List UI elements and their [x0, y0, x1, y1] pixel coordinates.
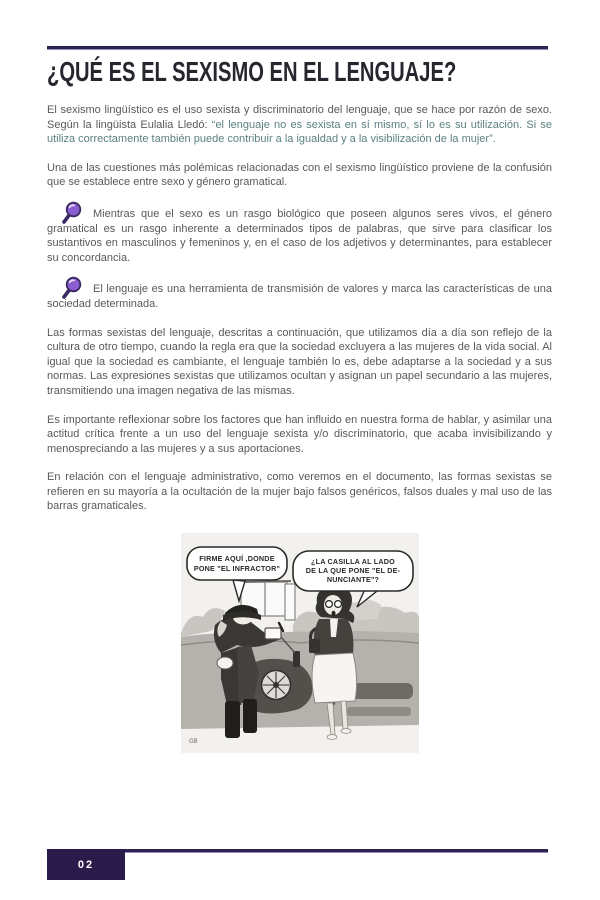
bubble-right-line1: ¿LA CASILLA AL LADO	[310, 557, 395, 567]
body-text	[47, 103, 552, 753]
paragraph-intro-lead: El sexismo lingüístico es el uso sexista y discriminatorio del lenguaje, que se hace por razón de sexo. Según la lingüista Eulalia Lledó:	[47, 104, 552, 131]
paragraph-intro-quote: “el lenguaje no es sexista en sí mismo, sí lo es su utilización. Si se utiliza correctamente también puede contribuir a la igualdad y a la visibilización de la mujer”.	[47, 118, 552, 146]
bullet-sexo-genero-text: Mientras que el sexo es un rasgo biológico que poseen algunos seres vivos, el género gramatical es un rasgo inherente a determinados tipos de palabras, que sirve para clasificar los sustantivos en masculinos y femeninos y, en el caso de los adjetivos y determinantes, para establecer su concordancia.	[47, 207, 552, 264]
bullet-sexo-genero	[47, 207, 552, 265]
paragraph-reflexion: Es importante reflexionar sobre los factores que han influido en nuestra forma de hablar, y asimilar una actitud crítica frente a un uso del lenguaje sexista y/o discriminatorio, que acaba invisibilizando y menospreciando a las mujeres y a sus aportaciones.	[47, 413, 552, 455]
bubble-left-line1: FIRME AQUÍ ,DONDE	[198, 554, 275, 564]
page-number-badge: 02	[47, 849, 125, 880]
paragraph-administrativo: En relación con el lenguaje administrativo, como veremos en el documento, las formas sexistas se refieren en su mayoría a la ocultación de la mujer bajo falsos genéricos, falsos duales y mal uso de las barras gramaticales.	[47, 471, 552, 513]
paragraph-confusion: Una de las cuestiones más polémicas relacionadas con el sexismo lingüístico proviene de la confusión que se establece entre sexo y género gramatical.	[47, 161, 552, 189]
paragraph-intro	[47, 103, 552, 147]
cartoon-wrapper	[47, 533, 552, 753]
bullet-lenguaje-valores-text: El lenguaje es una herramienta de transmisión de valores y marca las características de una sociedad determinada.	[47, 283, 552, 310]
paragraph-formas-sexistas: Las formas sexistas del lenguaje, descritas a continuación, que utilizamos día a día son reflejo de la cultura de otro tiempo, cuando la regla era que la sociedad excluyera a las mujeres de la vida social. Al igual que la sociedad es cambiante, el lenguaje también lo es, debe adaptarse a la sociedad y a sus normas. Las expresiones sexistas que utilizamos ocultan y asignan un papel secundario a las mujeres, transmitiendo una imagen negativa de las mismas.	[47, 326, 552, 397]
page-title: ¿QUÉ ES EL SEXISMO EN EL LENGUAJE?	[47, 56, 457, 87]
cartoon-image	[181, 533, 419, 753]
bullet-lenguaje-valores	[47, 282, 552, 311]
cartoon-signature: GB	[188, 739, 198, 746]
page-content	[47, 0, 552, 753]
bubble-left-line2: PONE "EL INFRACTOR"	[193, 564, 280, 574]
magnifier-icon	[60, 276, 82, 300]
bubble-right-line3: NUNCIANTE"?	[326, 575, 379, 585]
footer-divider	[125, 849, 548, 853]
magnifier-icon	[60, 201, 82, 225]
bubble-right-line2: DE LA QUE PONE "EL DE-	[305, 566, 400, 576]
